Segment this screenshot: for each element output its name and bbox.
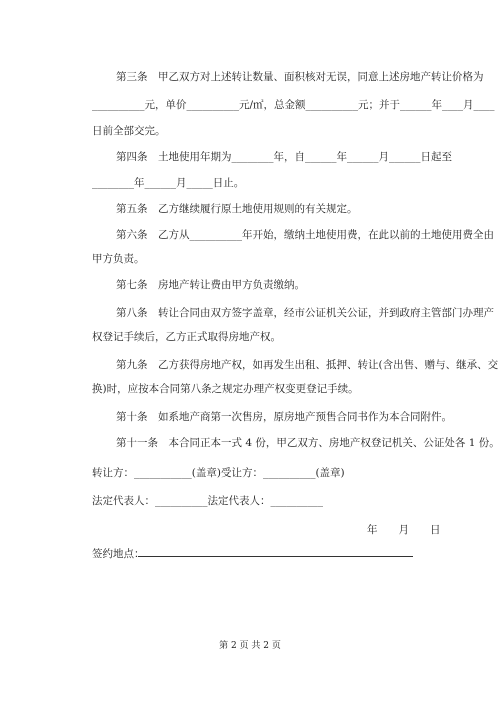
article-3-line-2: __________元，单价__________元/㎡，总金额__________元；并于______年____月____ [92,99,495,111]
signing-place-label: 签约地点： [92,548,145,560]
article-9-line-1: 第九条 乙方获得房地产权，如再发生出租、抵押、转让(含出售、赠与、继承、交 [116,359,499,371]
representatives-line: 法定代表人：__________法定代表人：__________ [92,495,323,507]
article-10-line-1: 第十条 如系地产商第一次售房，原房地产预售合同书作为本合同附件。 [116,411,452,423]
signing-date: 年 月 日 [367,524,441,536]
article-9-line-2: 换)时，应按本合同第八条之规定办理产权变更登记手续。 [92,383,359,395]
article-5-line-1: 第五条 乙方继续履行原土地使用规则的有关规定。 [116,203,358,215]
article-4-line-2: ________年______月_____日止。 [92,177,245,189]
article-7-line-1: 第七条 房地产转让费由甲方负责缴纳。 [116,279,305,291]
parties-line: 转让方：___________(盖章)受让方：__________(盖章) [92,467,345,479]
article-8-line-1: 第八条 转让合同由双方签字盖章，经市公证机关公证，并到政府主管部门办理产 [116,307,494,319]
article-11-line-1: 第十一条 本合同正本一式 4 份，甲乙双方、房地产权登记机关、公证处各 1 份。 [116,437,500,449]
article-3-line-3: 日前全部交完。 [92,125,166,137]
article-6-line-2: 甲方负责。 [92,253,145,265]
article-3-line-1: 第三条 甲乙双方对上述转让数量、面积核对无误，同意上述房地产转让价格为 [116,71,484,83]
article-8-line-2: 权登记手续后，乙方正式取得房地产权。 [92,331,281,343]
article-6-line-1: 第六条 乙方从__________年开始，缴纳土地使用费，在此以前的土地使用费全由 [116,229,494,241]
signing-place-underline [138,556,413,557]
article-4-line-1: 第四条 土地使用年期为________年，自______年______月______日起至 [116,151,452,163]
page-number: 第 2 页 共 2 页 [219,641,281,651]
